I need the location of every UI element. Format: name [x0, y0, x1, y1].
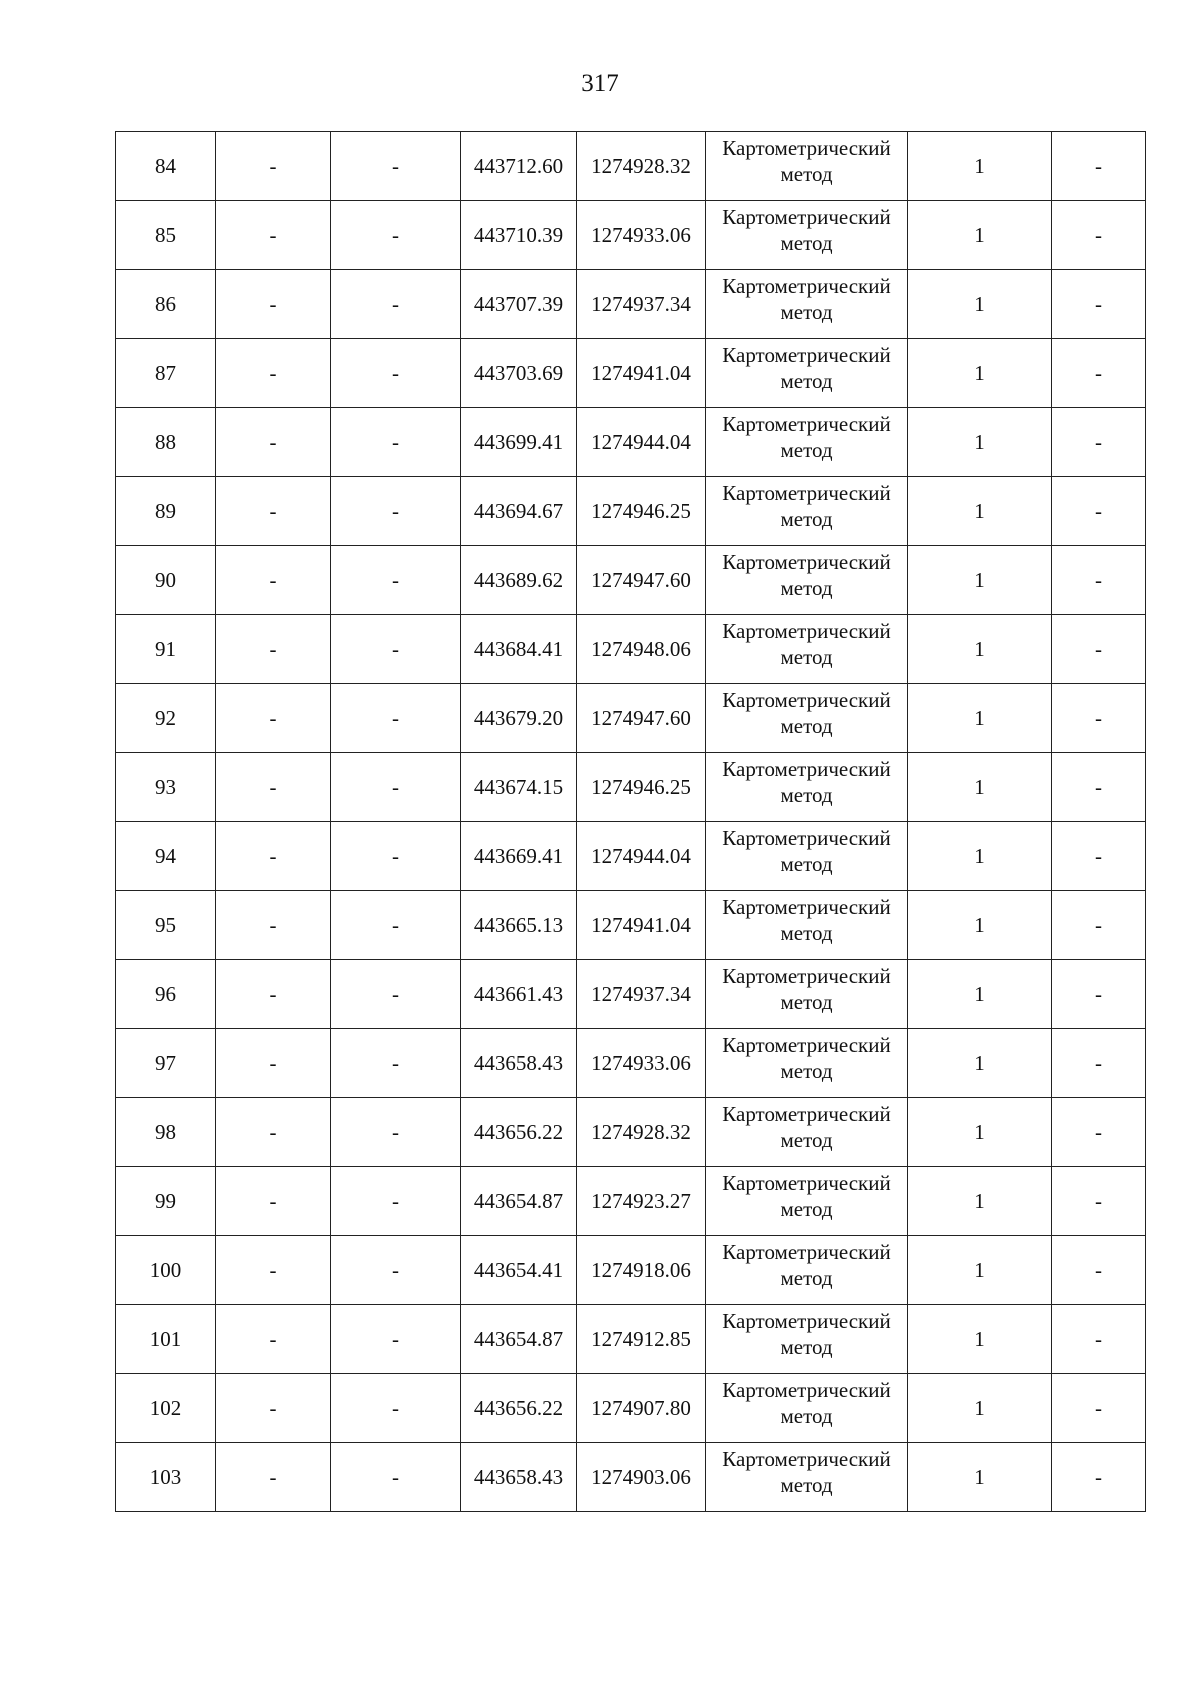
note-cell: -: [1052, 1374, 1146, 1443]
x-coordinate-cell: 443656.22: [461, 1098, 577, 1167]
method-text: метод: [780, 162, 833, 187]
empty-dash-cell: -: [216, 684, 331, 753]
note-cell: -: [1052, 408, 1146, 477]
point-number-cell: 97: [116, 1029, 216, 1098]
y-coordinate-cell: 1274947.60: [577, 546, 706, 615]
point-number-cell: 99: [116, 1167, 216, 1236]
method-text: метод: [780, 1404, 833, 1429]
empty-dash-cell: -: [331, 1374, 461, 1443]
table-row: [116, 1305, 1146, 1374]
method-text: Картометрический: [722, 1171, 891, 1195]
point-number-cell: 94: [116, 822, 216, 891]
method-text: Картометрический: [722, 619, 891, 643]
empty-dash-cell: -: [331, 1443, 461, 1512]
point-number-cell: 91: [116, 615, 216, 684]
method-text: метод: [780, 231, 833, 256]
method-cell: [706, 1098, 908, 1167]
note-cell: -: [1052, 546, 1146, 615]
y-coordinate-cell: 1274907.80: [577, 1374, 706, 1443]
precision-cell: 1: [908, 270, 1052, 339]
x-coordinate-cell: 443656.22: [461, 1374, 577, 1443]
method-text: Картометрический: [722, 1309, 891, 1333]
method-cell: [706, 1374, 908, 1443]
page-number: 317: [581, 70, 619, 97]
empty-dash-cell: -: [216, 201, 331, 270]
method-text: Картометрический: [722, 826, 891, 850]
method-text: Картометрический: [722, 688, 891, 712]
precision-cell: 1: [908, 132, 1052, 201]
y-coordinate-cell: 1274903.06: [577, 1443, 706, 1512]
empty-dash-cell: -: [216, 615, 331, 684]
method-text: Картометрический: [722, 1447, 891, 1471]
method-text: метод: [780, 921, 833, 946]
table-row: [116, 201, 1146, 270]
empty-dash-cell: -: [216, 822, 331, 891]
y-coordinate-cell: 1274918.06: [577, 1236, 706, 1305]
table-row: [116, 615, 1146, 684]
empty-dash-cell: -: [216, 1374, 331, 1443]
table-row: [116, 546, 1146, 615]
method-cell: [706, 891, 908, 960]
precision-cell: 1: [908, 1167, 1052, 1236]
method-text: Картометрический: [722, 964, 891, 988]
precision-cell: 1: [908, 1236, 1052, 1305]
empty-dash-cell: -: [331, 201, 461, 270]
empty-dash-cell: -: [216, 1029, 331, 1098]
table-row: [116, 960, 1146, 1029]
precision-cell: 1: [908, 960, 1052, 1029]
empty-dash-cell: -: [216, 753, 331, 822]
x-coordinate-cell: 443658.43: [461, 1029, 577, 1098]
empty-dash-cell: -: [216, 339, 331, 408]
x-coordinate-cell: 443658.43: [461, 1443, 577, 1512]
y-coordinate-cell: 1274928.32: [577, 132, 706, 201]
table-row: [116, 408, 1146, 477]
y-coordinate-cell: 1274928.32: [577, 1098, 706, 1167]
method-text: Картометрический: [722, 895, 891, 919]
y-coordinate-cell: 1274944.04: [577, 822, 706, 891]
point-number-cell: 84: [116, 132, 216, 201]
empty-dash-cell: -: [331, 1167, 461, 1236]
empty-dash-cell: -: [331, 1236, 461, 1305]
y-coordinate-cell: 1274933.06: [577, 1029, 706, 1098]
empty-dash-cell: -: [331, 822, 461, 891]
x-coordinate-cell: 443654.41: [461, 1236, 577, 1305]
empty-dash-cell: -: [331, 408, 461, 477]
method-cell: [706, 753, 908, 822]
precision-cell: 1: [908, 1374, 1052, 1443]
y-coordinate-cell: 1274923.27: [577, 1167, 706, 1236]
table-row: [116, 1167, 1146, 1236]
method-text: Картометрический: [722, 136, 891, 160]
empty-dash-cell: -: [331, 477, 461, 546]
empty-dash-cell: -: [331, 1029, 461, 1098]
point-number-cell: 86: [116, 270, 216, 339]
table-body: [116, 132, 1146, 1512]
precision-cell: 1: [908, 753, 1052, 822]
method-text: Картометрический: [722, 205, 891, 229]
empty-dash-cell: -: [216, 1443, 331, 1512]
y-coordinate-cell: 1274944.04: [577, 408, 706, 477]
note-cell: -: [1052, 753, 1146, 822]
method-cell: [706, 684, 908, 753]
point-number-cell: 90: [116, 546, 216, 615]
method-text: метод: [780, 1128, 833, 1153]
empty-dash-cell: -: [216, 960, 331, 1029]
note-cell: -: [1052, 270, 1146, 339]
method-cell: [706, 477, 908, 546]
y-coordinate-cell: 1274948.06: [577, 615, 706, 684]
method-text: метод: [780, 438, 833, 463]
method-cell: [706, 1167, 908, 1236]
method-cell: [706, 615, 908, 684]
precision-cell: 1: [908, 339, 1052, 408]
empty-dash-cell: -: [331, 615, 461, 684]
table-row: [116, 1236, 1146, 1305]
method-cell: [706, 546, 908, 615]
note-cell: -: [1052, 1029, 1146, 1098]
empty-dash-cell: -: [331, 270, 461, 339]
precision-cell: 1: [908, 684, 1052, 753]
note-cell: -: [1052, 201, 1146, 270]
method-text: метод: [780, 1197, 833, 1222]
precision-cell: 1: [908, 1443, 1052, 1512]
x-coordinate-cell: 443665.13: [461, 891, 577, 960]
y-coordinate-cell: 1274946.25: [577, 753, 706, 822]
empty-dash-cell: -: [331, 1098, 461, 1167]
table-row: [116, 753, 1146, 822]
y-coordinate-cell: 1274947.60: [577, 684, 706, 753]
x-coordinate-cell: 443679.20: [461, 684, 577, 753]
x-coordinate-cell: 443684.41: [461, 615, 577, 684]
method-cell: [706, 339, 908, 408]
empty-dash-cell: -: [331, 753, 461, 822]
y-coordinate-cell: 1274946.25: [577, 477, 706, 546]
method-text: метод: [780, 990, 833, 1015]
note-cell: -: [1052, 1167, 1146, 1236]
x-coordinate-cell: 443694.67: [461, 477, 577, 546]
table-row: [116, 132, 1146, 201]
point-number-cell: 92: [116, 684, 216, 753]
method-text: Картометрический: [722, 274, 891, 298]
precision-cell: 1: [908, 891, 1052, 960]
empty-dash-cell: -: [331, 960, 461, 1029]
method-text: метод: [780, 1266, 833, 1291]
x-coordinate-cell: 443703.69: [461, 339, 577, 408]
precision-cell: 1: [908, 1029, 1052, 1098]
note-cell: -: [1052, 891, 1146, 960]
empty-dash-cell: -: [216, 477, 331, 546]
empty-dash-cell: -: [216, 408, 331, 477]
table-row: [116, 1374, 1146, 1443]
method-text: метод: [780, 1473, 833, 1498]
point-number-cell: 93: [116, 753, 216, 822]
empty-dash-cell: -: [331, 1305, 461, 1374]
note-cell: -: [1052, 960, 1146, 1029]
method-text: Картометрический: [722, 1102, 891, 1126]
method-cell: [706, 1029, 908, 1098]
method-cell: [706, 1305, 908, 1374]
method-cell: [706, 132, 908, 201]
x-coordinate-cell: 443674.15: [461, 753, 577, 822]
point-number-cell: 85: [116, 201, 216, 270]
point-number-cell: 100: [116, 1236, 216, 1305]
empty-dash-cell: -: [216, 132, 331, 201]
note-cell: -: [1052, 1305, 1146, 1374]
method-cell: [706, 270, 908, 339]
method-text: метод: [780, 645, 833, 670]
empty-dash-cell: -: [331, 339, 461, 408]
method-text: Картометрический: [722, 412, 891, 436]
x-coordinate-cell: 443689.62: [461, 546, 577, 615]
empty-dash-cell: -: [216, 1305, 331, 1374]
note-cell: -: [1052, 1443, 1146, 1512]
precision-cell: 1: [908, 477, 1052, 546]
note-cell: -: [1052, 822, 1146, 891]
method-cell: [706, 960, 908, 1029]
x-coordinate-cell: 443654.87: [461, 1167, 577, 1236]
method-cell: [706, 201, 908, 270]
point-number-cell: 96: [116, 960, 216, 1029]
method-text: Картометрический: [722, 1240, 891, 1264]
table-row: [116, 822, 1146, 891]
method-text: метод: [780, 1059, 833, 1084]
method-text: метод: [780, 576, 833, 601]
empty-dash-cell: -: [331, 891, 461, 960]
point-number-cell: 101: [116, 1305, 216, 1374]
note-cell: -: [1052, 132, 1146, 201]
method-text: метод: [780, 369, 833, 394]
precision-cell: 1: [908, 408, 1052, 477]
precision-cell: 1: [908, 1098, 1052, 1167]
method-text: Картометрический: [722, 1378, 891, 1402]
empty-dash-cell: -: [216, 1236, 331, 1305]
x-coordinate-cell: 443707.39: [461, 270, 577, 339]
table-row: [116, 477, 1146, 546]
precision-cell: 1: [908, 546, 1052, 615]
empty-dash-cell: -: [216, 1098, 331, 1167]
note-cell: -: [1052, 1236, 1146, 1305]
y-coordinate-cell: 1274933.06: [577, 201, 706, 270]
method-text: Картометрический: [722, 550, 891, 574]
x-coordinate-cell: 443654.87: [461, 1305, 577, 1374]
method-text: метод: [780, 1335, 833, 1360]
method-cell: [706, 1443, 908, 1512]
x-coordinate-cell: 443699.41: [461, 408, 577, 477]
table-row: [116, 339, 1146, 408]
method-text: Картометрический: [722, 1033, 891, 1057]
point-number-cell: 88: [116, 408, 216, 477]
y-coordinate-cell: 1274941.04: [577, 891, 706, 960]
empty-dash-cell: -: [216, 546, 331, 615]
precision-cell: 1: [908, 1305, 1052, 1374]
empty-dash-cell: -: [331, 684, 461, 753]
y-coordinate-cell: 1274912.85: [577, 1305, 706, 1374]
method-cell: [706, 1236, 908, 1305]
note-cell: -: [1052, 477, 1146, 546]
empty-dash-cell: -: [331, 132, 461, 201]
table-row: [116, 1029, 1146, 1098]
point-number-cell: 103: [116, 1443, 216, 1512]
method-text: метод: [780, 507, 833, 532]
coordinates-table: [115, 131, 1146, 1512]
point-number-cell: 102: [116, 1374, 216, 1443]
empty-dash-cell: -: [216, 891, 331, 960]
table-row: [116, 1098, 1146, 1167]
empty-dash-cell: -: [331, 546, 461, 615]
method-cell: [706, 408, 908, 477]
precision-cell: 1: [908, 615, 1052, 684]
x-coordinate-cell: 443661.43: [461, 960, 577, 1029]
x-coordinate-cell: 443712.60: [461, 132, 577, 201]
table-row: [116, 270, 1146, 339]
empty-dash-cell: -: [216, 1167, 331, 1236]
point-number-cell: 95: [116, 891, 216, 960]
method-text: метод: [780, 783, 833, 808]
point-number-cell: 89: [116, 477, 216, 546]
method-text: Картометрический: [722, 757, 891, 781]
y-coordinate-cell: 1274937.34: [577, 270, 706, 339]
method-text: Картометрический: [722, 343, 891, 367]
x-coordinate-cell: 443669.41: [461, 822, 577, 891]
empty-dash-cell: -: [216, 270, 331, 339]
point-number-cell: 98: [116, 1098, 216, 1167]
note-cell: -: [1052, 615, 1146, 684]
y-coordinate-cell: 1274937.34: [577, 960, 706, 1029]
note-cell: -: [1052, 1098, 1146, 1167]
method-text: метод: [780, 852, 833, 877]
note-cell: -: [1052, 339, 1146, 408]
x-coordinate-cell: 443710.39: [461, 201, 577, 270]
method-cell: [706, 822, 908, 891]
table-row: [116, 1443, 1146, 1512]
table-row: [116, 684, 1146, 753]
method-text: метод: [780, 300, 833, 325]
table-row: [116, 891, 1146, 960]
point-number-cell: 87: [116, 339, 216, 408]
precision-cell: 1: [908, 822, 1052, 891]
y-coordinate-cell: 1274941.04: [577, 339, 706, 408]
note-cell: -: [1052, 684, 1146, 753]
method-text: метод: [780, 714, 833, 739]
precision-cell: 1: [908, 201, 1052, 270]
method-text: Картометрический: [722, 481, 891, 505]
